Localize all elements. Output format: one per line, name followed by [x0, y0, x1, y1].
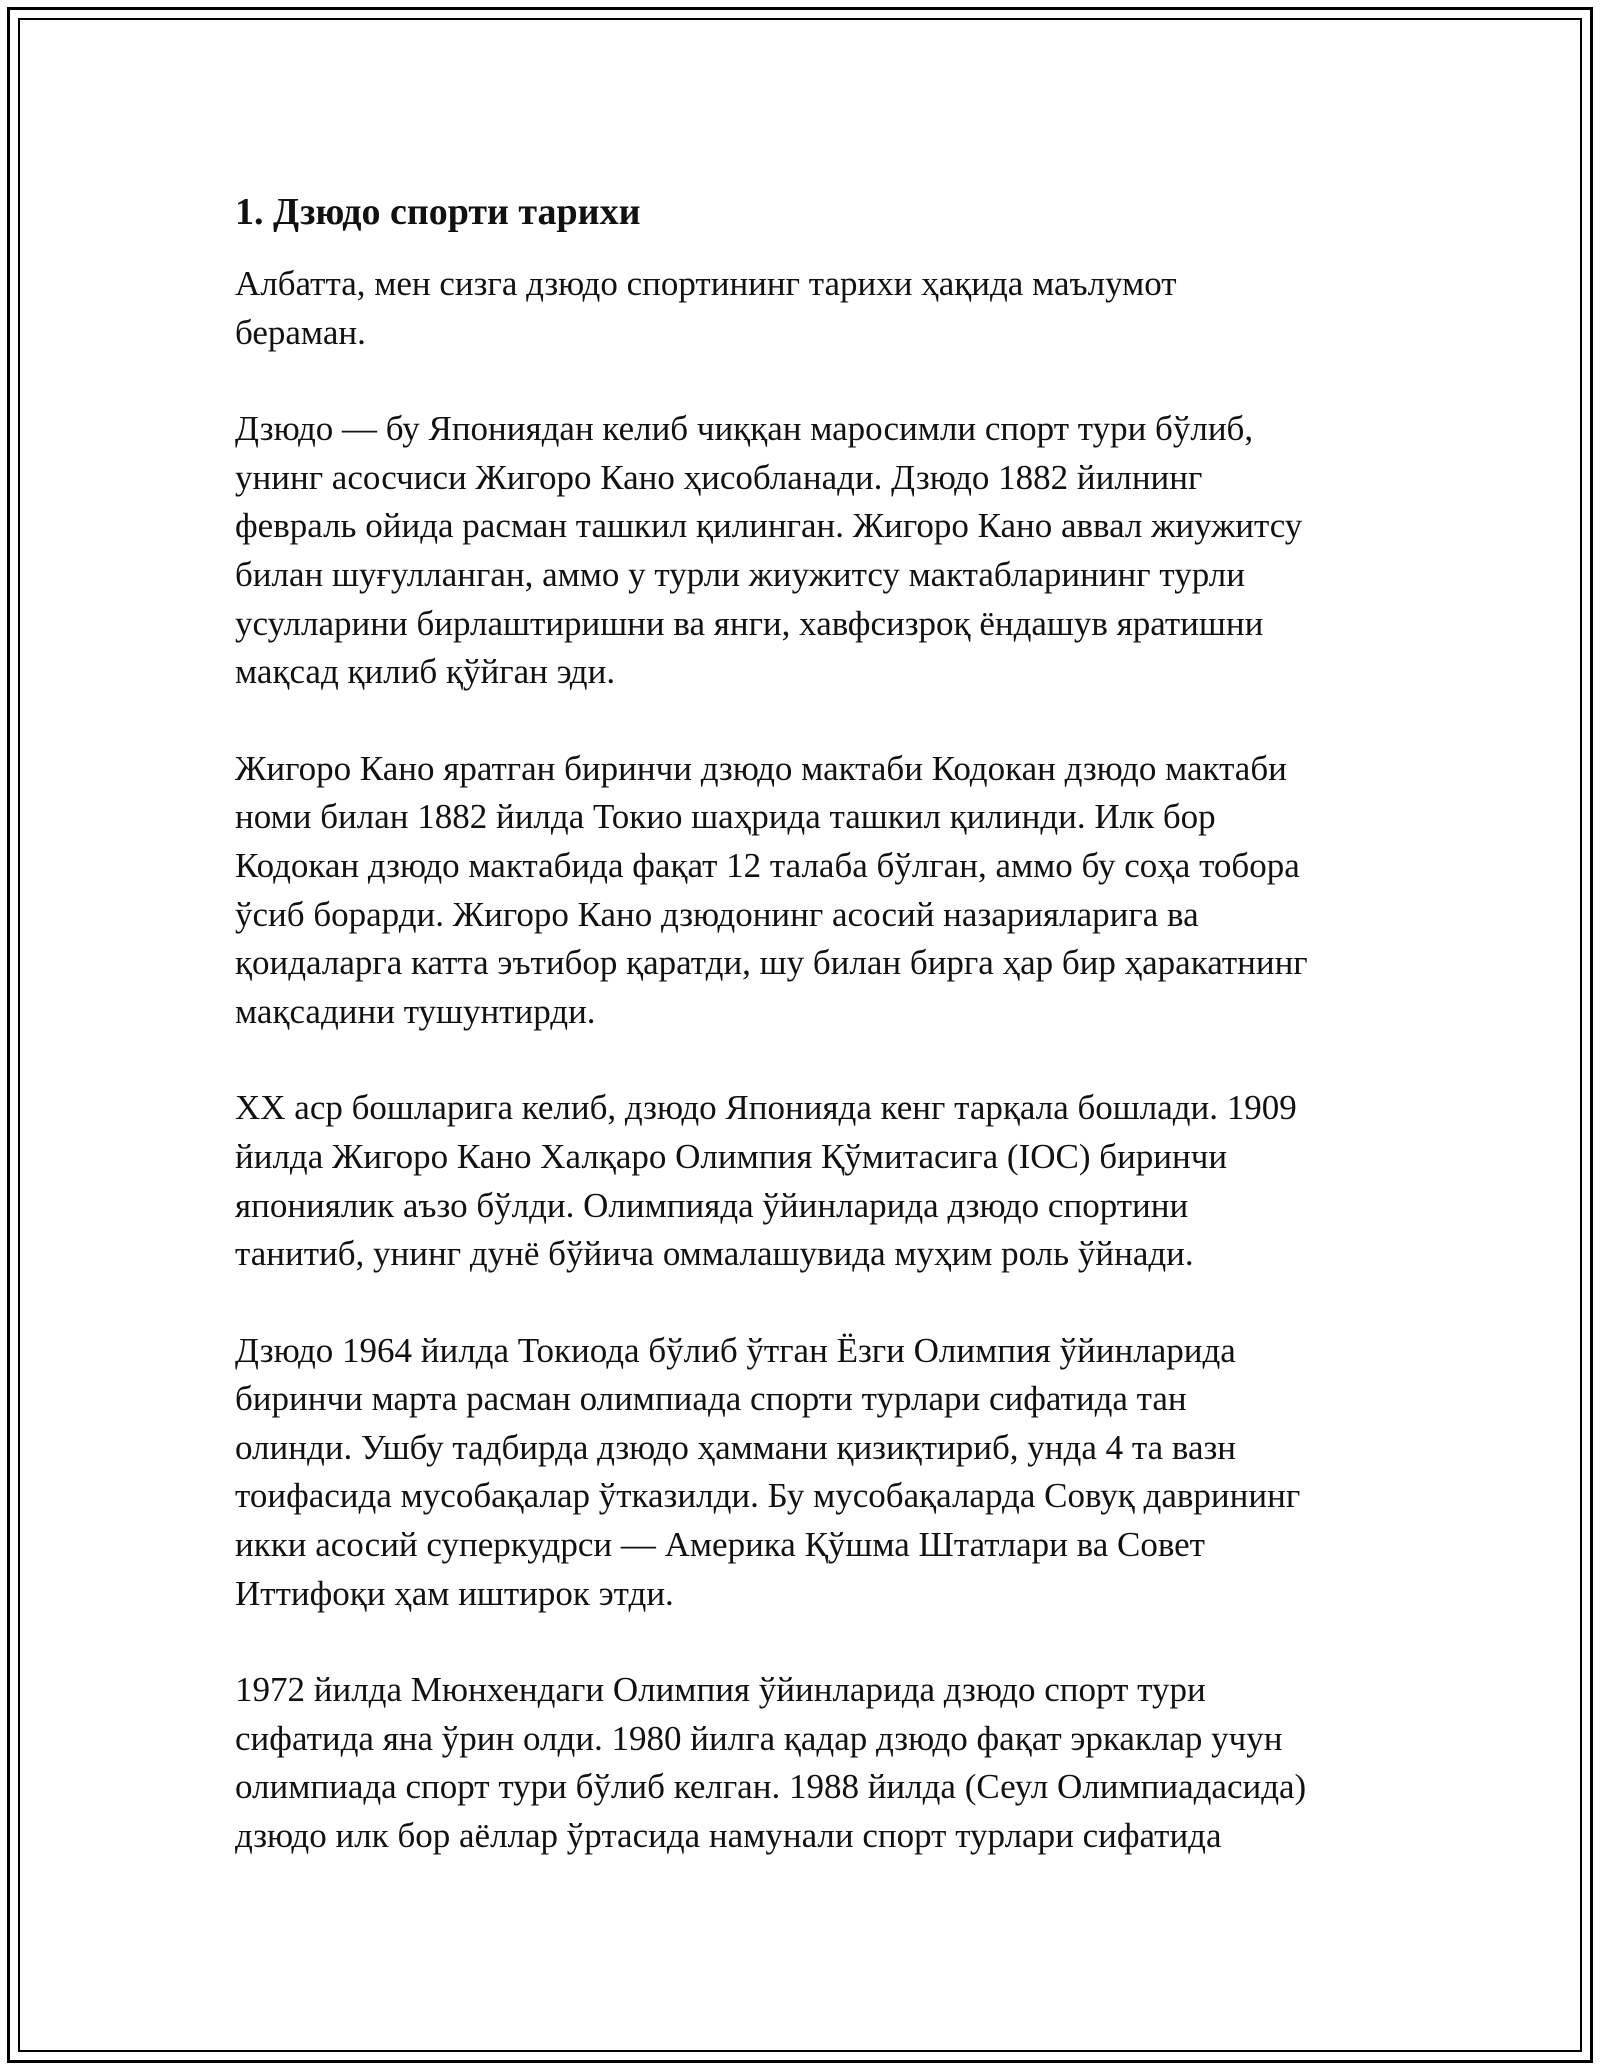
text-line: танитиб, унинг дунё бўйича оммалашувида муҳим роль ўйнади.: [235, 1234, 1194, 1274]
text-line: 1972 йилда Мюнхендаги Олимпия ўйинларида дзюдо спорт тури: [235, 1670, 1206, 1710]
text-line: мақсадини тушунтирди.: [235, 991, 596, 1031]
text-line: унинг асосчиси Жигоро Кано ҳисобланади. Дзюдо 1882 йилнинг: [235, 457, 1203, 497]
text-line: Иттифоқи ҳам иштирок этди.: [235, 1573, 674, 1613]
paragraph-1972-olympics: [235, 1666, 1375, 1860]
text-line: қоидаларга катта эътибор қаратди, шу билан бирга ҳар бир ҳаракатнинг: [235, 943, 1308, 983]
text-line: мақсад қилиб қўйган эди.: [235, 652, 616, 692]
text-line: олинди. Ушбу тадбирда дзюдо ҳаммани қизиқтириб, унда 4 та вазн: [235, 1427, 1237, 1467]
text-line: номи билан 1882 йилда Токио шаҳрида ташкил қилинди. Илк бор: [235, 797, 1216, 837]
paragraph-origin: [235, 405, 1375, 697]
text-line: биринчи марта расман олимпиада спорти турлари сифатида тан: [235, 1379, 1187, 1419]
text-line: бераман.: [235, 312, 366, 352]
text-line: XX аср бошларига келиб, дзюдо Японияда кенг тарқала бошлади. 1909: [235, 1088, 1297, 1128]
text-line: билан шуғулланган, аммо у турли жиужитсу мактабларининг турли: [235, 554, 1245, 594]
text-line: Дзюдо 1964 йилда Токиода бўлиб ўтган Ёзги Олимпия ўйинларида: [235, 1330, 1236, 1370]
text-line: ўсиб борарди. Жигоро Кано дзюдонинг асосий назарияларига ва: [235, 894, 1199, 934]
text-line: февраль ойида расман ташкил қилинган. Жигоро Кано аввал жиужитсу: [235, 506, 1303, 546]
text-line: Албатта, мен сизга дзюдо спортининг тарихи ҳақида маълумот: [235, 264, 1177, 303]
text-line: Кодокан дзюдо мактабида фақат 12 талаба бўлган, аммо бу соҳа тобора: [235, 845, 1300, 885]
text-line: тоифасида мусобақалар ўтказилди. Бу мусобақаларда Совуқ даврининг: [235, 1476, 1301, 1516]
text-line: икки асосий суперкудрси — Америка Қўшма Штатлари ва Совет: [235, 1525, 1205, 1565]
paragraph-intro: [235, 260, 1375, 357]
paragraph-kodokan: [235, 745, 1375, 1037]
text-line: олимпиада спорт тури бўлиб келган. 1988 йилда (Сеул Олимпиадасида): [235, 1767, 1307, 1807]
text-line: Жигоро Кано яратган биринчи дзюдо мактаби Кодокан дзюдо мактаби: [235, 748, 1287, 788]
text-line: япониялик аъзо бўлди. Олимпияда ўйинларида дзюдо спортини: [235, 1185, 1189, 1225]
text-line: Дзюдо — бу Япониядан келиб чиққан маросимли спорт тури бўлиб,: [235, 409, 1254, 449]
section-heading: 1. Дзюдо спорти тарихи: [235, 191, 641, 233]
text-line: сифатида яна ўрин олди. 1980 йилга қадар дзюдо фақат эркаклар учун: [235, 1718, 1283, 1758]
text-line: йилда Жигоро Кано Халқаро Олимпия Қўмитасига (IOC) биринчи: [235, 1136, 1228, 1176]
paragraph-xx-century: [235, 1084, 1375, 1278]
document-body: [235, 186, 1375, 1909]
paragraph-1964-olympics: [235, 1327, 1375, 1619]
text-line: дзюдо илк бор аёллар ўртасида намунали спорт турлари сифатида: [235, 1816, 1222, 1856]
text-line: усулларини бирлаштиришни ва янги, хавфсизроқ ёндашув яратишни: [235, 603, 1264, 643]
